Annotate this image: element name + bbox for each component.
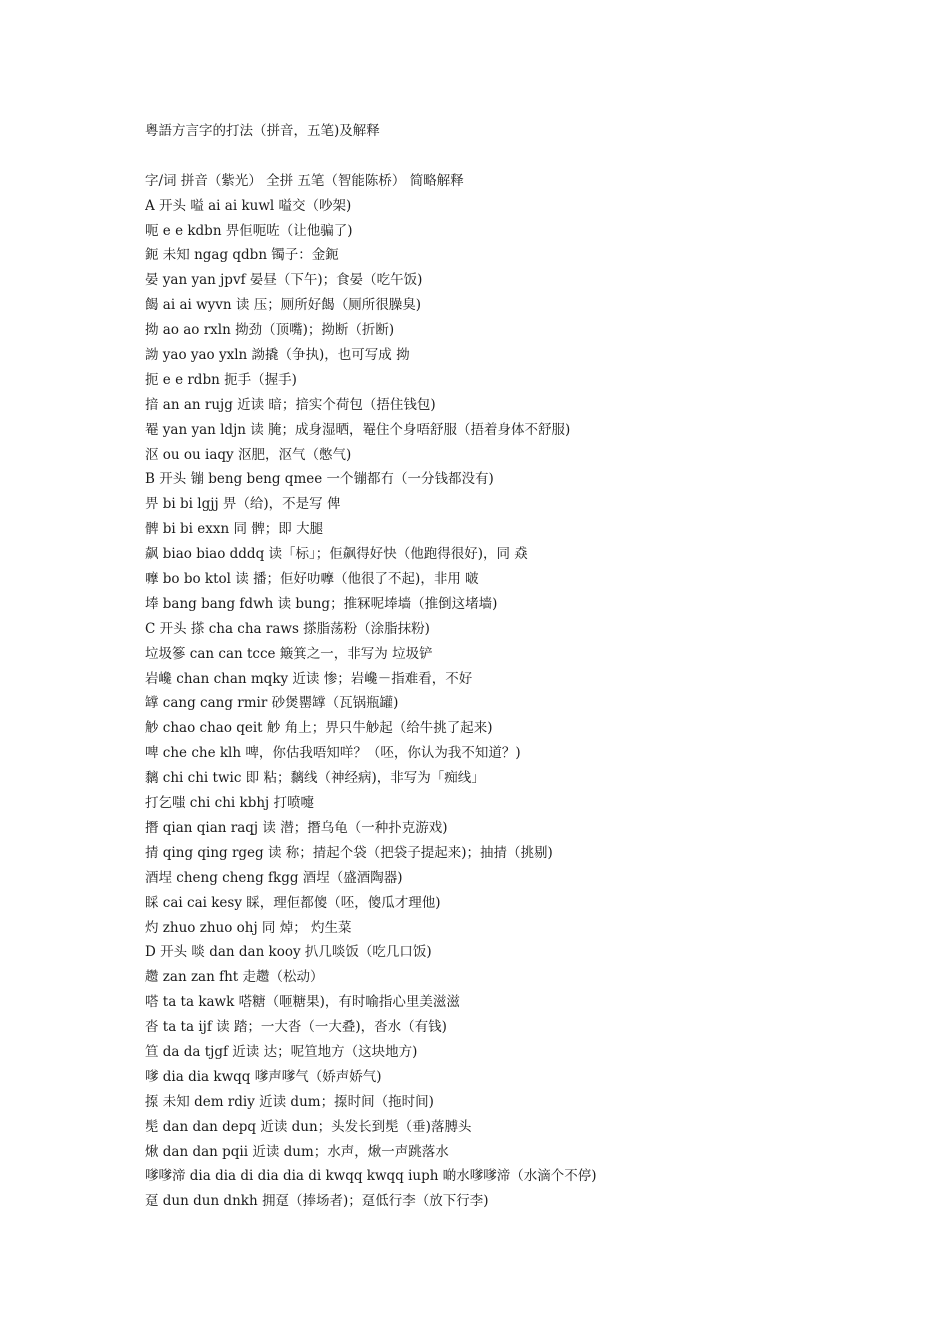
entry-line: 髀 bi bi exxn 同 髀；即 大腿	[145, 521, 324, 538]
document-body	[145, 119, 925, 1214]
entry-line: 沤 ou ou iaqy 沤肥，沤气（憋气)	[145, 446, 352, 463]
entry-line: 晏 yan yan jpvf 晏昼（下午)；食晏（吃午饭)	[145, 272, 423, 289]
entry-list	[145, 169, 925, 1214]
entry-line: 岩巉 chan chan mqky 近读 惨；岩巉－指难看，不好	[145, 670, 473, 687]
entry-line: 埲 bang bang fdwh 读 bung；推冧呢埲墙（推倒这堵墙)	[145, 595, 498, 612]
entry-line: B 开头 镚 beng beng qmee 一个镚都冇（一分钱都没有)	[145, 471, 494, 488]
entry-line: 酒埕 cheng cheng fkgg 酒埕（盛酒陶器)	[145, 869, 403, 886]
entry-line: 嗲嗲渧 dia dia di dia dia di kwqq kwqq iuph 啲水嗲嗲渧（水滴个不停)	[145, 1168, 597, 1185]
entry-line: 嗒 ta ta kawk 嗒糖（咂糖果)，有时喻指心里美滋滋	[145, 994, 460, 1011]
entry-line: D 开头 啖 dan dan kooy 扒几啖饭（吃几口饭)	[145, 944, 432, 961]
entry-line: 啤 che che klh 啤，你估我唔知咩？（呸，你认为我不知道？)	[145, 745, 521, 762]
document-title: 粵語方言字的打法（拼音，五笔)及解释	[145, 123, 380, 139]
entry-line: 鈪 未知 ngag qdbn 镯子：金鈪	[145, 247, 339, 264]
entry-line: 嚤 bo bo ktol 读 播；佢好叻嚤（他很了不起)，非用 啵	[145, 571, 479, 588]
entry-line: C 开头 搽 cha cha raws 搽脂荡粉（涂脂抹粉)	[145, 620, 430, 637]
entry-line: 揼 未知 dem rdiy 近读 dum；揼时间（拖时间)	[145, 1093, 434, 1110]
blank-line	[145, 144, 925, 169]
entry-line: 打乞嗤 chi chi kbhj 打喷嚏	[145, 795, 315, 812]
entry-line: 扼 e e rdbn 扼手（握手)	[145, 371, 297, 388]
entry-line: 詏 yao yao yxln 詏撬（争执)，也可写成 拗	[145, 347, 410, 364]
entry-line: 掅 qing qing rgeg 读 称；掅起个袋（把袋子提起来)；抽掅（挑剔)	[145, 844, 553, 861]
entry-line: 趸 dun dun dnkh 拥趸（捧场者)；趸低行李（放下行李)	[145, 1193, 489, 1210]
entry-line: 餲 ai ai wyvn 读 压；厕所好餲（厕所很臊臭)	[145, 297, 421, 314]
entry-line: 沓 ta ta ijf 读 踏；一大沓（一大叠)，沓水（有钱)	[145, 1019, 447, 1036]
entry-line: 煍 dan dan pqii 近读 dum；水声，煍一声跳落水	[145, 1143, 449, 1160]
entry-line: A 开头 嗌 ai ai kuwl 嗌交（吵架)	[145, 197, 352, 214]
entry-line: 灼 zhuo zhuo ohj 同 焯； 灼生菜	[145, 919, 352, 936]
entry-line: 拗 ao ao rxln 拗劲（顶嘴)；拗断（折断)	[145, 322, 395, 339]
entry-line: 呃 e e kdbn 畀佢呃咗（让他骗了)	[145, 222, 353, 239]
entry-line: 笪 da da tjgf 近读 达；呢笪地方（这块地方)	[145, 1043, 418, 1060]
column-header-line: 字/词 拼音（紫光） 全拼 五笔（智能陈桥） 简略解释	[145, 172, 464, 189]
entry-line: 飙 biao biao dddq 读「标」；佢飙得好快（他跑得很好)，同 猋	[145, 546, 528, 563]
entry-line: 罨 yan yan ldjn 读 腌；成身湿晒，罨住个身唔舒服（捂着身体不舒服)	[145, 421, 571, 438]
entry-line: 垃圾篸 can can tcce 簸箕之一，非写为 垃圾铲	[145, 645, 433, 662]
entry-line: 撍 qian qian raqj 读 潜；撍乌龟（一种扑克游戏)	[145, 819, 448, 836]
entry-line: 趱 zan zan fht 走趱（松动）	[145, 969, 324, 986]
entry-line: 嗲 dia dia kwqq 嗲声嗲气（娇声娇气)	[145, 1068, 382, 1085]
entry-line: 睬 cai cai kesy 睬，理佢都傻（呸，傻瓜才理他)	[145, 894, 441, 911]
entry-line: 罉 cang cang rmir 砂煲罌罉（瓦锅瓶罐)	[145, 695, 399, 712]
entry-line: 畀 bi bi lgjj 畀（给)，不是写 俾	[145, 496, 341, 513]
entry-line: 黐 chi chi twic 即 粘；黐线（神经病)，非写为「痴线」	[145, 770, 485, 787]
entry-line: 揞 an an rujg 近读 暗；揞实个荷包（捂住钱包)	[145, 396, 436, 413]
entry-line: 髧 dan dan depq 近读 dun；头发长到髧（垂)落膊头	[145, 1118, 472, 1135]
entry-line: 觘 chao chao qeit 觘 角上；畀只牛觘起（给牛挑了起来)	[145, 720, 493, 737]
